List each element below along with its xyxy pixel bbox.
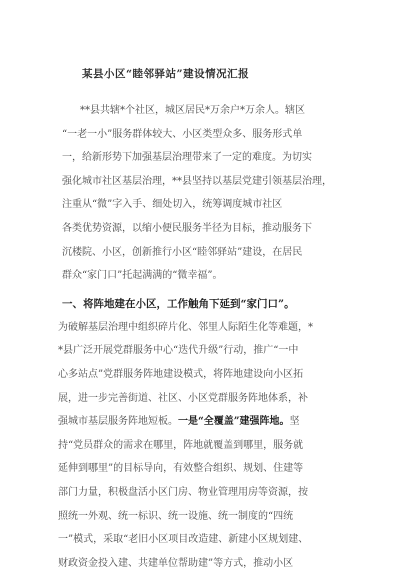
text-line: 沉楼院、小区，创新推行小区“睦邻驿站”建设，在居民 <box>62 246 303 258</box>
text-line: 强化城市社区基层治理，**县坚持以基层党建引领基层治理， <box>62 175 332 187</box>
text-line: 财政资金投入建、共建单位帮助建”等方式，推动小区 <box>58 557 294 569</box>
text-line: 注重从“微”字入手、细处切入，统筹调度城市社区 <box>62 199 283 211</box>
text-line: 为破解基层治理中组织碎片化、邻里人际陌生化等难题，* <box>58 321 313 333</box>
bold-phrase: 一是“全覆盖”建强阵地。 <box>178 416 290 428</box>
section1-paragraph <box>58 316 382 576</box>
section-heading: 一、将阵地建在小区，工作触角下延到“家门口”。 <box>62 297 295 310</box>
text-line: 群众“家门口”托起满满的“微幸福”。 <box>62 270 223 282</box>
text-line: 部门力量，积极盘活小区门房、物业管理用房等资源，按 <box>58 486 308 498</box>
text-line: 心多站点”党群服务阵地建设模式，将阵地建设向小区拓 <box>58 368 304 380</box>
text-line: **县共辖*个社区，城区居民*万余户*万余人。辖区 <box>80 105 305 116</box>
text-line: *县广泛开展党群服务中心“迭代升级”行动，推广“一中 <box>58 345 299 357</box>
text-line: 延伸到哪里”的目标导向，有效整合组织、规划、住建等 <box>58 463 304 475</box>
text-line: 照统一外观、统一标识、统一设施、统一制度的“四统 <box>58 510 294 522</box>
intro-paragraph <box>62 99 382 288</box>
text-line: 各类优势资源，以缩小便民服务半径为目标，推动服务下 <box>62 222 312 234</box>
text-line: 持“党员群众的需求在哪里，阵地就覆盖到哪里，服务就 <box>58 439 304 451</box>
text-line: 一，给新形势下加强基层治理带来了一定的难度。为切实 <box>62 152 312 164</box>
document-title: 某县小区“睦邻驿站”建设情况汇报 <box>82 68 250 80</box>
text-line: 展，进一步完善街道、社区、小区党群服务阵地体系，补 <box>58 392 308 404</box>
text-run: 强城市基层服务阵地短板。 <box>58 416 178 428</box>
text-run: 坚 <box>289 416 300 428</box>
text-line: “一老一小”服务群体较大、小区类型众多、服务形式单 <box>62 128 303 140</box>
text-line: 一”模式，采取“老旧小区项目改造建、新建小区规划建、 <box>58 534 309 546</box>
text-line <box>58 410 382 434</box>
